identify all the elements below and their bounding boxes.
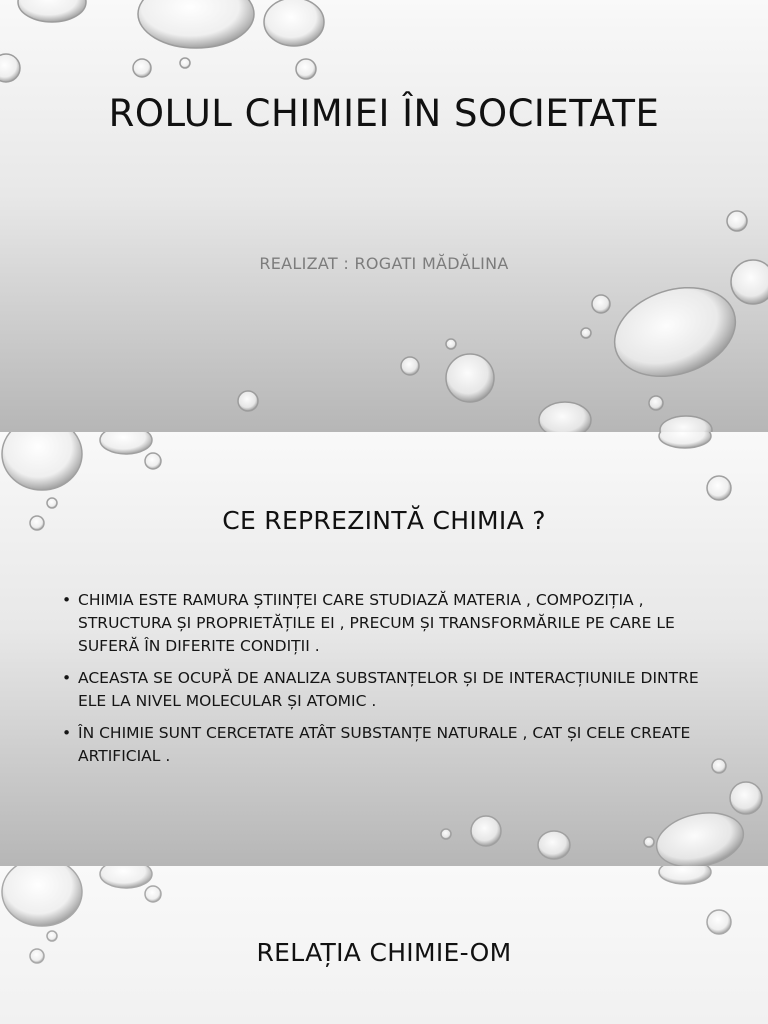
slide-heading: CE REPREZINTĂ CHIMIA ? [222, 506, 546, 535]
presentation-title: ROLUL CHIMIEI ÎN SOCIETATE [108, 92, 660, 135]
author-subtitle: REALIZAT : ROGATI MĂDĂLINA [259, 254, 509, 273]
list-item [62, 667, 712, 713]
list-item-text: ACEASTA SE OCUPĂ DE ANALIZA SUBSTANȚELOR ȘI DE INTERACȚIUNILE DINTRE ELE LA NIVEL MOLECULAR ȘI ATOMIC . [78, 669, 699, 710]
slide-relation [0, 866, 768, 1024]
bullet-icon: • [62, 669, 72, 687]
slide-definition [0, 432, 768, 866]
bullet-list [62, 589, 712, 777]
slide-heading: RELAȚIA CHIMIE-OM [256, 938, 512, 967]
bullet-icon: • [62, 591, 72, 609]
list-item-text: CHIMIA ESTE RAMURA ȘTIINȚEI CARE STUDIAZĂ MATERIA , COMPOZIȚIA , STRUCTURA ȘI PROPRIETĂȚILE EI , PRECUM ȘI TRANSFORMĂRILE PE CARE LE SUFERĂ ÎN DIFERITE CONDIȚII . [78, 591, 675, 655]
list-item [62, 722, 712, 768]
list-item-text: ÎN CHIMIE SUNT CERCETATE ATÂT SUBSTANȚE NATURALE , CAT ȘI CELE CREATE ARTIFICIAL . [78, 724, 691, 765]
water-droplets-icon [0, 0, 768, 432]
slide-title [0, 0, 768, 432]
bullet-icon: • [62, 724, 72, 742]
list-item [62, 589, 712, 658]
